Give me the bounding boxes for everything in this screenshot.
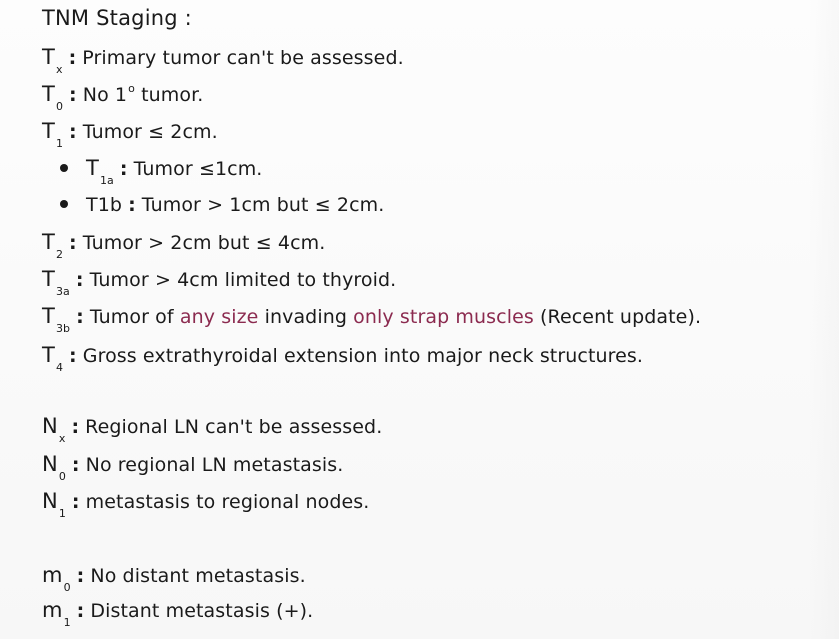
stage-code-t0: $T_0$ [42,82,64,113]
staging-line-t1b: T1b : Tumor > 1cm but ≤ 2cm. [60,194,384,216]
staging-line-m1: $m_1$: Distant metastasis (+). [42,598,314,629]
stage-description-t3a: Tumor > 4cm limited to thyroid. [89,269,397,291]
stage-description-m0: No distant metastasis. [90,565,306,587]
stage-description-n0: No regional LN metastasis. [85,454,344,476]
stage-description-n1: metastasis to regional nodes. [85,491,370,513]
staging-line-t2: $T_2$: Tumor > 2cm but ≤ 4cm. [42,230,326,261]
stage-code-t1a: $T_{1a}$ [86,156,114,187]
stage-description-t4: Gross extrathyroidal extension into major neck structures. [82,345,644,367]
stage-code-m1: $m_1$ [42,598,71,629]
stage-code-nx: $N_x$ [42,414,66,445]
staging-line-t1: $T_1$: Tumor ≤ 2cm. [42,119,218,150]
staging-line-nx: $N_x$: Regional LN can't be assessed. [42,414,383,445]
stage-code-tx: $T_x$ [42,45,63,76]
staging-line-n1: $N_1$: metastasis to regional nodes. [42,489,370,520]
stage-code-t1: $T_1$ [42,119,64,150]
staging-line-t1a: $T_{1a}$: Tumor ≤1cm. [60,156,262,180]
stage-code-t2: $T_2$ [42,230,64,261]
staging-line-tx: $T_x$: Primary tumor can't be assessed. [42,45,404,76]
stage-code-t1b: T1b [86,194,123,216]
stage-description-tx: Primary tumor can't be assessed. [82,47,404,69]
stage-description-t3b-part-1: Tumor of [89,306,180,328]
bullet-icon [60,164,68,172]
bullet-icon [60,200,68,208]
stage-description-t0-part-1: No 1 [82,84,128,106]
page-edge-shadow [809,0,839,639]
staging-line-n0: $N_0$: No regional LN metastasis. [42,452,344,483]
staging-line-m0: $m_0$: No distant metastasis. [42,563,306,594]
stage-code-t3b: $T_{3b}$ [42,304,71,335]
stage-code-m0: $m_0$ [42,563,71,594]
stage-description-t0-part-2: tumor. [134,84,204,106]
stage-description-t1a: Tumor ≤1cm. [133,158,263,180]
stage-code-n1: $N_1$ [42,489,66,520]
stage-code-n0: $N_0$ [42,452,66,483]
staging-line-t3a: $T_{3a}$: Tumor > 4cm limited to thyroid. [42,267,397,298]
stage-code-t4: $T_4$ [42,343,64,374]
stage-description-t1: Tumor ≤ 2cm. [82,121,218,143]
staging-line-t4: $T_4$: Gross extrathyroidal extension into major neck structures. [42,343,644,374]
stage-description-t3b-part-3: (Recent update). [533,306,702,328]
staging-line-t0: $T_0$: No 1$^o$ tumor. [42,82,204,113]
stage-description-t1b: Tumor > 1cm but ≤ 2cm. [141,194,385,216]
staging-line-t3b: $T_{3b}$: Tumor of any size invading only strap muscles (Recent update). [42,304,702,335]
stage-description-nx: Regional LN can't be assessed. [85,416,383,438]
page-title: TNM Staging : [42,6,192,30]
highlight-any-size: any size [179,306,259,328]
stage-description-m1: Distant metastasis (+). [90,600,314,622]
stage-code-t3a: $T_{3a}$ [42,267,70,298]
degree-superscript: o [128,82,135,95]
stage-description-t2: Tumor > 2cm but ≤ 4cm. [82,232,326,254]
stage-description-t3b-part-2: invading [258,306,354,328]
highlight-strap-muscles: only strap muscles [353,306,534,328]
